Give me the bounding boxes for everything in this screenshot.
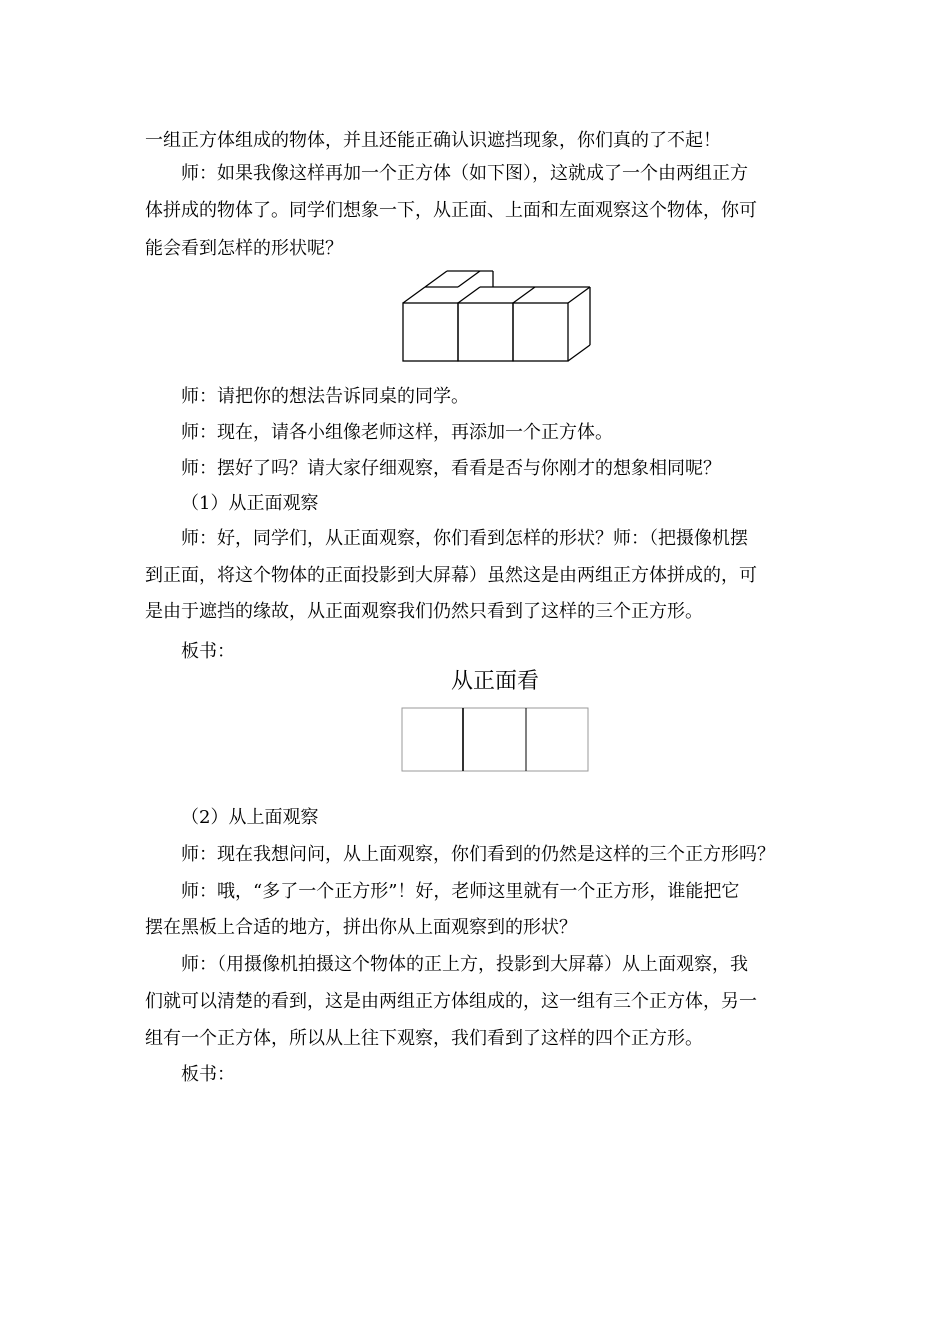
board-label: 板书：: [181, 641, 235, 662]
cube-assembly-figure: [395, 265, 595, 365]
paragraph-line: 是由于遮挡的缘故，从正面观察我们仍然只看到了这样的三个正方形。: [145, 601, 703, 622]
paragraph-line: 能会看到怎样的形状呢？: [145, 238, 343, 259]
paragraph-line: 师：哦，“多了一个正方形”！好，老师这里就有一个正方形，谁能把它: [181, 881, 740, 902]
paragraph-line: 师：好，同学们，从正面观察，你们看到怎样的形状？师：（把摄像机摆: [181, 528, 748, 549]
paragraph-line: 师：如果我像这样再加一个正方体（如下图），这就成了一个由两组正方: [181, 163, 748, 184]
front-view-caption: 从正面看: [450, 669, 539, 694]
section-heading: （1）从正面观察: [181, 493, 319, 514]
paragraph-line: 师：现在，请各小组像老师这样，再添加一个正方体。: [181, 422, 613, 443]
paragraph-line: 一组正方体组成的物体，并且还能正确认识遮挡现象，你们真的了不起！: [145, 130, 721, 151]
paragraph-line: 摆在黑板上合适的地方，拼出你从上面观察到的形状？: [145, 917, 577, 938]
paragraph-line: 组有一个正方体，所以从上往下观察，我们看到了这样的四个正方形。: [145, 1028, 703, 1049]
paragraph-line: 们就可以清楚的看到，这是由两组正方体组成的，这一组有三个正方体，另一: [145, 991, 757, 1012]
paragraph-line: 师：现在我想问问，从上面观察，你们看到的仍然是这样的三个正方形吗？: [181, 844, 775, 865]
section-heading: （2）从上面观察: [181, 807, 319, 828]
paragraph-line: 师：（用摄像机拍摄这个物体的正上方，投影到大屏幕）从上面观察，我: [181, 954, 748, 975]
paragraph-line: 师：请把你的想法告诉同桌的同学。: [181, 386, 469, 407]
front-view-squares: [400, 706, 590, 774]
paragraph-line: 体拼成的物体了。同学们想象一下，从正面、上面和左面观察这个物体，你可: [145, 200, 757, 221]
paragraph-line: 到正面，将这个物体的正面投影到大屏幕）虽然这是由两组正方体拼成的，可: [145, 565, 757, 586]
board-label: 板书：: [181, 1064, 235, 1085]
paragraph-line: 师：摆好了吗？请大家仔细观察，看看是否与你刚才的想象相同呢？: [181, 458, 721, 479]
